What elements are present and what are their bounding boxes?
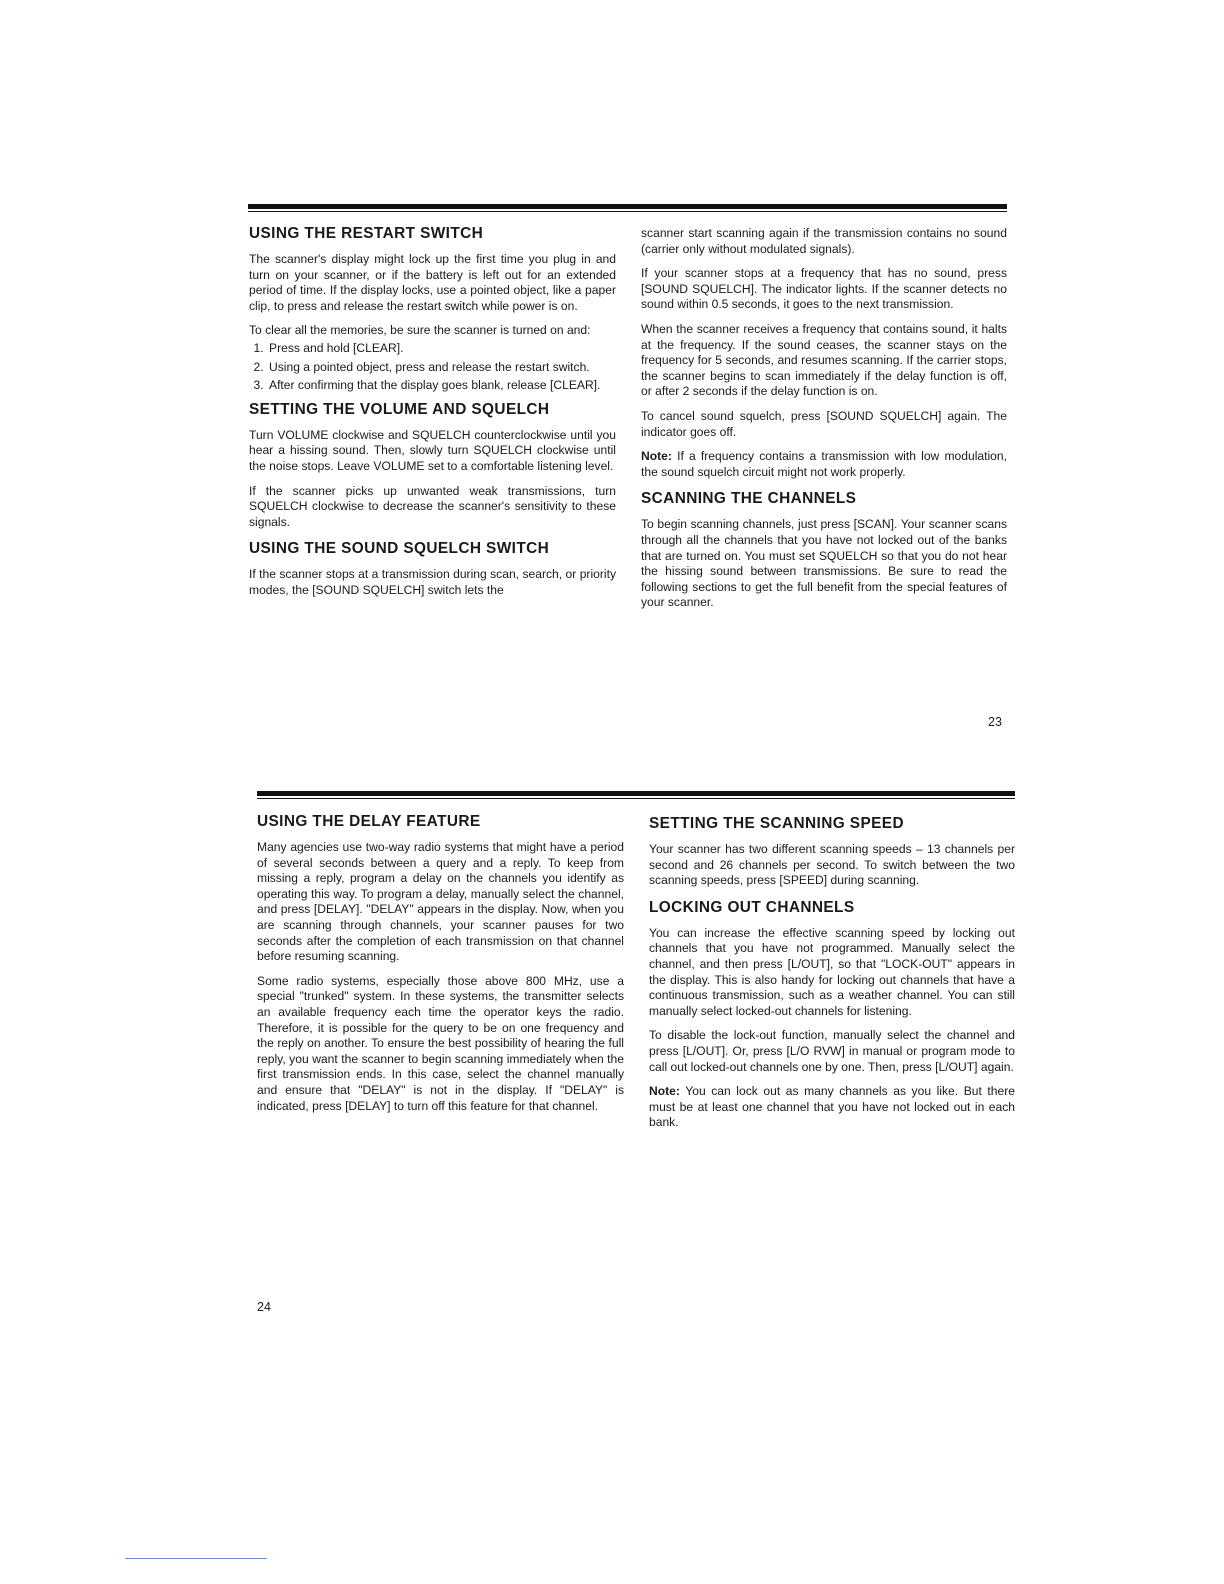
note-paragraph — [649, 1084, 1015, 1131]
heading-locking-out: LOCKING OUT CHANNELS — [649, 898, 855, 916]
heading-restart-switch: USING THE RESTART SWITCH — [249, 225, 484, 242]
note-paragraph — [641, 449, 1007, 480]
note-text: If a frequency contains a transmission with low modulation, the sound squelch circuit might not work properly. — [641, 449, 1007, 479]
paragraph: To clear all the memories, be sure the scanner is turned on and: — [249, 323, 591, 338]
list-item: 1. Press and hold [CLEAR]. — [267, 341, 616, 357]
heading-sound-squelch: USING THE SOUND SQUELCH SWITCH — [249, 540, 550, 558]
top-rule-thin-page-24 — [257, 798, 1015, 799]
paragraph: If the scanner picks up unwanted weak transmissions, turn SQUELCH clockwise to decrease the scanner's sensitivity to these signals. — [249, 483, 616, 529]
paragraph: To cancel sound squelch, press [SOUND SQUELCH] again. The indicator goes off. — [641, 408, 1007, 439]
page-23-left-column — [249, 224, 616, 608]
paragraph: Turn VOLUME clockwise and SQUELCH counterclockwise until you hear a hissing sound. Then, slowly turn SQUELCH clockwise until the noise stops. Leave VOLUME set to a comfortable listening level. — [249, 427, 616, 473]
paragraph: scanner start scanning again if the transmission contains no sound (carrier only without modulated signals). — [641, 226, 1007, 256]
page-23-right-column — [641, 226, 1007, 620]
top-rule-page-24 — [257, 791, 1015, 796]
heading-scanning-channels: SCANNING THE CHANNELS — [641, 490, 857, 508]
top-rule-thin-page-23 — [248, 211, 1007, 212]
restart-steps-list — [249, 341, 616, 394]
footnote-separator-line — [125, 1558, 267, 1559]
page-24-left-column — [257, 812, 624, 1123]
note-label: Note: — [641, 449, 672, 464]
paragraph: The scanner's display might lock up the first time you plug in and turn on your scanner, or if the battery is left out for an extended period of time. If the display locks, use a pointed object, like a paper clip, to press and release the restart switch while power is on. — [249, 252, 616, 313]
note-text: You can lock out as many channels as you like. But there must be at least one channel that you have not locked out in each bank. — [649, 1084, 1015, 1130]
note-label: Note: — [649, 1084, 680, 1099]
page-24-right-column — [649, 814, 1015, 1140]
list-item: 3. After confirming that the display goes blank, release [CLEAR]. — [267, 378, 616, 394]
paragraph: To disable the lock-out function, manually select the channel and press [L/OUT]. Or, press [L/O RVW] in manual or program mode to call out locked-out channels one by one. Then, press [L/OUT] again. — [649, 1028, 1015, 1074]
paragraph: You can increase the effective scanning speed by locking out channels that you have not programmed. Manually select the channel, and then press [L/OUT], so that "LOCK-OUT" appears in the display. This is also handy for locking out channels that have a continuous transmission, such as a weather channel. You can still manually select locked-out channels for listening. — [649, 925, 1015, 1018]
paragraph: Your scanner has two different scanning speeds – 13 channels per second and 26 channels per second. To switch between the two scanning speeds, press [SPEED] during scanning. — [649, 842, 1015, 888]
paragraph: To begin scanning channels, just press [SCAN]. Your scanner scans through all the channels that you have not locked out of the banks that are turned on. You must set SQUELCH so that you do not hear the hissing sound between transmissions. Be sure to read the following sections to get the full benefit from the special features of your scanner. — [641, 517, 1007, 610]
top-rule-page-23 — [248, 204, 1007, 209]
paragraph: When the scanner receives a frequency that contains sound, it halts at the frequency. If the sound ceases, the scanner stays on the frequency for 5 seconds, and resumes scanning. If the carrier stops, the scanner begins to scan immediately if the delay function is off, or after 2 seconds if the delay function is on. — [641, 321, 1007, 399]
paragraph: Many agencies use two-way radio systems that might have a period of several seconds between a query and a reply. To keep from missing a reply, program a delay on the channels you identify as operating this way. To program a delay, manually select the channel, and press [DELAY]. "DELAY" appears in the display. Now, when you are scanning through channels, your scanner pauses for two seconds after the completion of each transmission on that channel before resuming scanning. — [257, 840, 624, 964]
paragraph: If the scanner stops at a transmission during scan, search, or priority modes, the [SOUND SQUELCH] switch lets the — [249, 567, 616, 597]
page-number-24: 24 — [257, 1300, 271, 1314]
paragraph: Some radio systems, especially those above 800 MHz, use a special "trunked" system. In these systems, the transmitter selects an available frequency each time the operator keys the radio. Therefore, it is possible for the query to be on one frequency and the reply on another. To ensure the best possibility of hearing the full reply, you want the scanner to begin scanning immediately when the first transmission ends. In this case, select the channel manually and ensure that "DELAY" is not in the display. If "DELAY" is indicated, press [DELAY] to turn off this feature for that channel. — [257, 973, 624, 1113]
page-number-23: 23 — [988, 715, 1002, 729]
heading-delay-feature: USING THE DELAY FEATURE — [257, 813, 481, 830]
heading-scanning-speed: SETTING THE SCANNING SPEED — [649, 815, 904, 832]
heading-volume-squelch: SETTING THE VOLUME AND SQUELCH — [249, 400, 550, 418]
list-item: 2. Using a pointed object, press and release the restart switch. — [267, 360, 616, 376]
paragraph: If your scanner stops at a frequency that has no sound, press [SOUND SQUELCH]. The indicator lights. If the scanner detects no sound within 0.5 seconds, it goes to the next transmission. — [641, 266, 1007, 312]
